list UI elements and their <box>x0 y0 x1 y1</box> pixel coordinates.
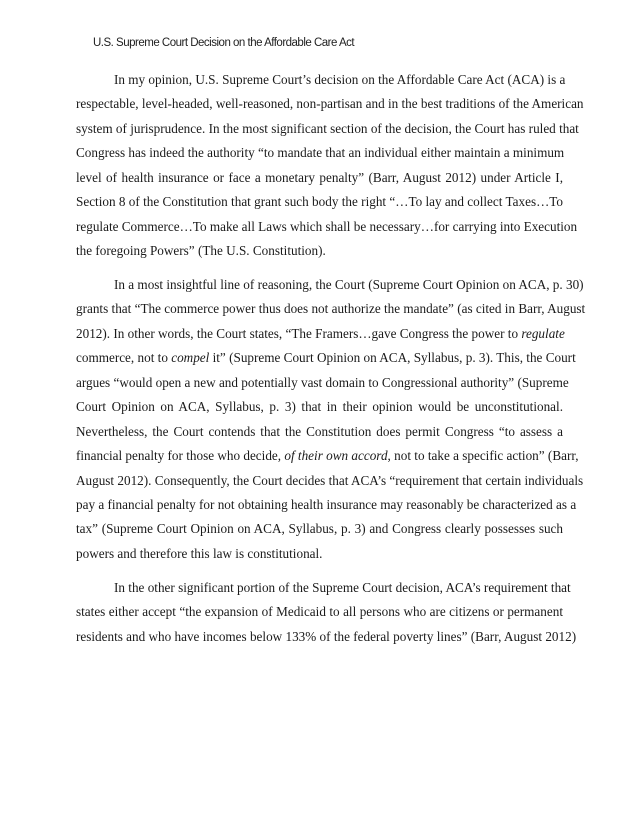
text-line <box>76 395 563 419</box>
text-run: powers and therefore this law is constitutional. <box>76 545 323 561</box>
text-run: system of jurisprudence. In the most significant section of the decision, the Court has ruled that <box>76 120 579 136</box>
text-run: pay a financial penalty for not obtaining health insurance may reasonably be characterized as a <box>76 496 577 512</box>
text-line <box>76 190 563 214</box>
text-run: residents and who have incomes below 133% of the federal poverty lines” (Barr, August 2012) <box>76 628 577 644</box>
text-line <box>76 215 578 239</box>
text-run: tax” (Supreme Court Opinion on ACA, Syllabus, p. 3) and Congress clearly possesses such <box>76 521 563 537</box>
text-line <box>76 542 563 566</box>
text-run: financial penalty for those who decide, <box>76 448 285 464</box>
text-run: Section 8 of the Constitution that grant such body the right “…To lay and collect Taxes…To <box>76 194 563 210</box>
text-line <box>76 420 563 444</box>
text-run: 2012). In other words, the Court states, “The Framers…gave Congress the power to <box>76 325 522 341</box>
paragraph <box>76 576 577 649</box>
text-line <box>76 141 563 165</box>
essay-body <box>76 68 586 659</box>
text-line <box>76 92 584 116</box>
text-line <box>76 517 563 541</box>
paragraph <box>76 273 586 566</box>
text-run: August 2012). Consequently, the Court decides that ACA’s “requirement that certain individuals <box>76 472 584 488</box>
text-run: In my opinion, U.S. Supreme Court’s decision on the Affordable Care Act (ACA) is a <box>114 72 566 87</box>
text-line <box>76 371 569 395</box>
text-line <box>76 239 563 263</box>
text-run: it” (Supreme Court Opinion on ACA, Syllabus, p. 3). This, the Court <box>209 350 576 366</box>
text-line <box>76 166 563 190</box>
text-line <box>76 297 586 321</box>
text-run: Congress has indeed the authority “to mandate that an individual either maintain a minimum <box>76 145 565 161</box>
text-line <box>76 346 576 370</box>
italic-text: regulate <box>521 325 565 341</box>
text-line <box>76 625 577 649</box>
text-line <box>76 117 579 141</box>
running-head: U.S. Supreme Court Decision on the Affordable Care Act <box>93 37 355 49</box>
text-run: respectable, level-headed, well-reasoned, non-partisan and in the best traditions of the American <box>76 96 584 112</box>
text-line <box>76 469 584 493</box>
text-run: , not to take a specific action” (Barr, <box>387 448 579 464</box>
text-run: grants that “The commerce power thus does not authorize the mandate” (as cited in Barr, August <box>76 301 586 317</box>
text-line <box>76 444 579 468</box>
text-run: the foregoing Powers” (The U.S. Constitution). <box>76 243 326 259</box>
text-run: In a most insightful line of reasoning, the Court (Supreme Court Opinion on ACA, p. 30) <box>114 277 584 292</box>
text-run: In the other significant portion of the Supreme Court decision, ACA’s requirement that <box>114 579 571 595</box>
text-run: argues “would open a new and potentially vast domain to Congressional authority” (Supreme <box>76 374 569 390</box>
text-line <box>76 493 577 517</box>
text-line <box>76 600 563 624</box>
paragraph <box>76 68 584 264</box>
text-line <box>76 576 571 600</box>
text-run: commerce, not to <box>76 350 172 366</box>
italic-text: of their own accord <box>284 448 388 464</box>
text-line <box>76 68 566 92</box>
text-run: level of health insurance or face a monetary penalty” (Barr, August 2012) under Article I, <box>76 169 563 185</box>
text-run: states either accept “the expansion of Medicaid to all persons who are citizens or permanent <box>76 604 563 620</box>
text-line <box>76 273 584 297</box>
text-run: Court Opinion on ACA, Syllabus, p. 3) that in their opinion would be unconstitutional. <box>76 399 563 415</box>
text-run: Nevertheless, the Court contends that the Constitution does permit Congress “to assess a <box>76 423 563 439</box>
italic-text: compel <box>171 350 210 366</box>
text-line <box>76 322 563 346</box>
text-run: regulate Commerce…To make all Laws which shall be necessary…for carrying into Execution <box>76 218 578 234</box>
